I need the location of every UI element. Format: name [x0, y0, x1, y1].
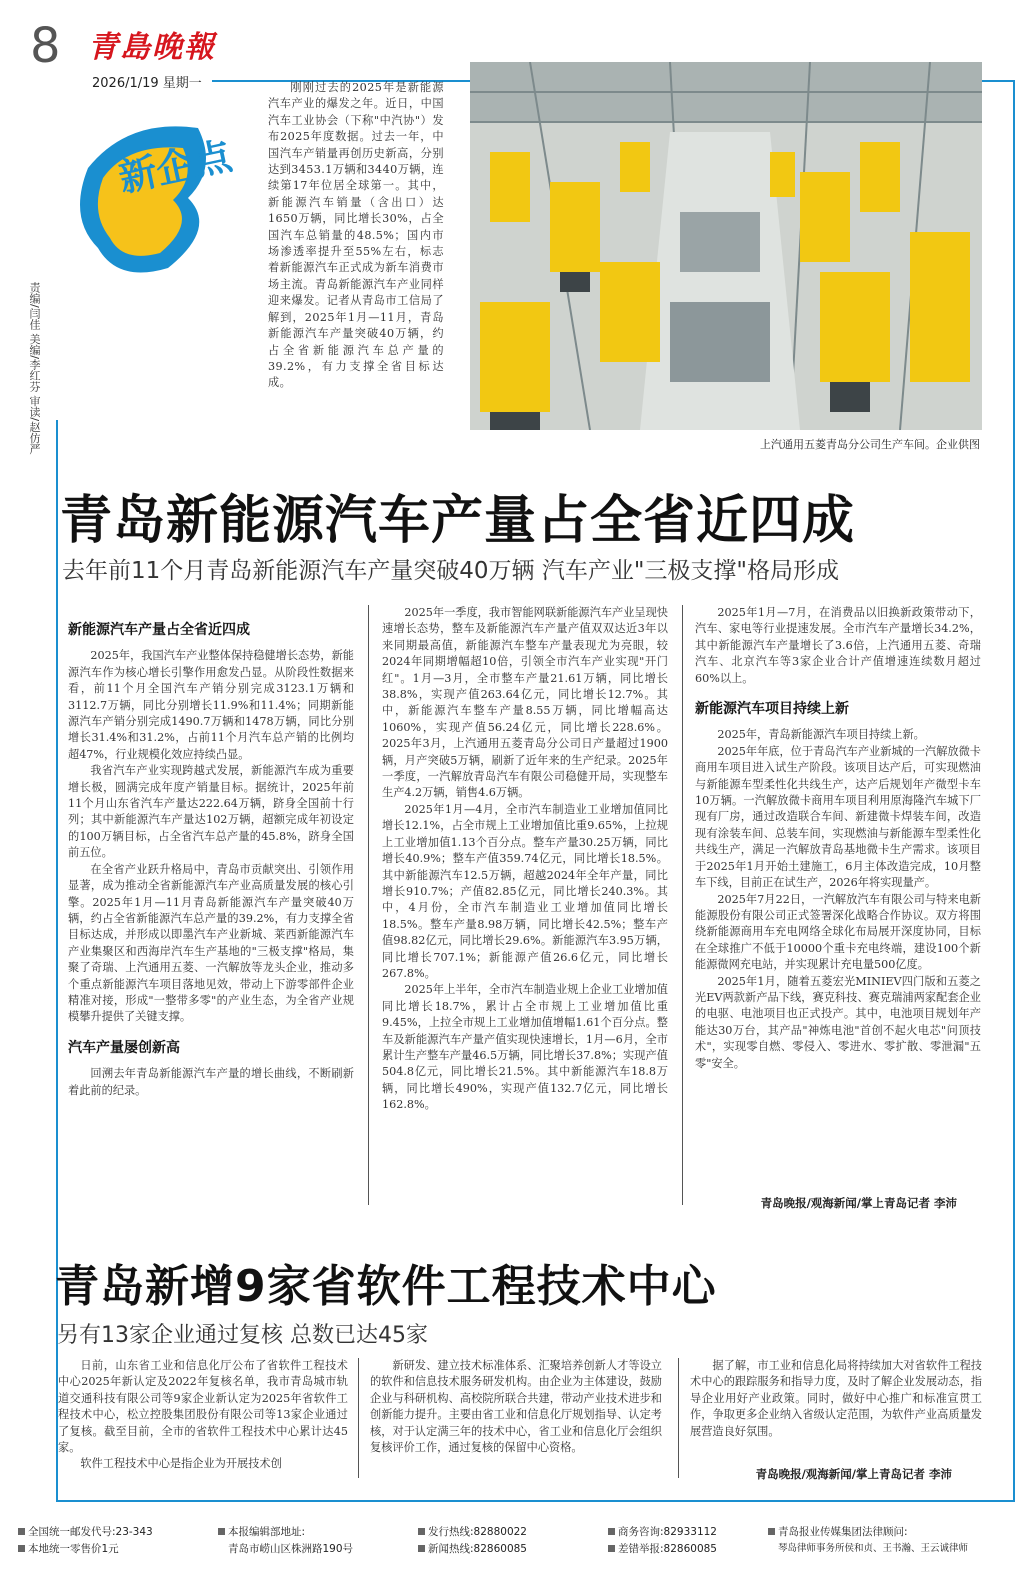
lead-subheadline: 去年前11个月青岛新能源汽车产量突破40万辆 汽车产业"三极支撑"格局形成: [62, 558, 840, 584]
second-column-3: [690, 1358, 982, 1440]
paragraph: 2025年1月，随着五菱宏光MINIEV四门版和五菱之光EV两款新产品下线，赛克科技、赛克瑞浦两家配套企业的电驱、电池项目也正式投产。其中，电池项目规划年产能达30万台，其产品"神炼电池"首创不起火电芯"问顶技术"，实现零自燃、零侵入、零进水、零扩散、零泄漏"五零"安全。: [695, 974, 981, 1070]
column-divider: [368, 605, 369, 1205]
lead-column-3: [695, 605, 981, 1072]
lead-headline: 青岛新能源汽车产量占全省近四成: [60, 491, 856, 551]
footer-legal-label: 青岛报业传媒集团法律顾问:: [768, 1524, 908, 1540]
lead-intro-text: 刚刚过去的2025年是新能源汽车产业的爆发之年。近日，中国汽车工业协会（下称"中汽协"）发布2025年度数据。过去一年，中国汽车产销量再创历史新高，分别达到3453.1万辆和3440万辆，连续第17年位居全球第一。其中，新能源汽车销量（含出口）达1650万辆，同比增长30%，占全国汽车总销量的48.5%；国内市场渗透率提升至55%左右，标志着新能源汽车正式成为新车消费市场主流。青岛新能源汽车产业同样迎来爆发。记者从青岛市工信局了解到，2025年1月—11月，青岛新能源汽车产量突破40万辆，约占全省新能源汽车总产量的39.2%，有力支撑全省目标达成。: [268, 81, 444, 390]
paragraph: 2025年1月—7月，在消费品以旧换新政策带动下，汽车、家电等行业提速发展。全市汽车产量增长34.2%，其中新能源汽车产量增长了3.6倍，上汽通用五菱、奇瑞汽车、北京汽车等3家企业合计产值增速连续数月超过60%以上。: [695, 606, 981, 685]
lead-column-1: [68, 622, 354, 1099]
page-number: 8: [30, 18, 61, 74]
paragraph: 2025年一季度，我市智能网联新能源汽车产业呈现快速增长态势，整车及新能源汽车产量产值双双达近3年以来同期最高值，新能源汽车整车产量表现尤为亮眼，较2024年同期增幅超10倍，引领全市汽车产业实现"开门红"。1月—3月，全市整车产量21.61万辆，同比增长38.8%，实现产值263.64亿元，同比增长12.7%。其中，新能源汽车整车产量8.55万辆，同比增幅高达1060%，实现产值56.24亿元，同比增长228.6%。2025年3月，上汽通用五菱青岛分公司日产量超过1900辆，月产突破5万辆，刷新了近年来的生产纪录。2025年一季度，一汽解放青岛汽车有限公司稳健开局，实现整车生产4.2万辆，销售4.6万辆。: [382, 606, 668, 800]
second-column-1: [58, 1358, 348, 1473]
photo-caption: 上汽通用五菱青岛分公司生产车间。企业供图: [760, 438, 980, 451]
paragraph: 2025年，我国汽车产业整体保持稳健增长态势，新能源汽车作为核心增长引擎作用愈发凸显。从阶段性数据来看，前11个月全国汽车产销分别完成3123.1万辆和3112.7万辆，同比分别增长11.9%和11.4%；同期新能源汽车产销分别完成1490.7万辆和1478万辆，同比分别增长31.4%和31.2%，占前11个月汽车总产销的比例均超47%，行业规模化效应持续凸显。: [68, 649, 354, 761]
second-column-2: [370, 1358, 662, 1456]
footer-news-hotline: 新闻热线:82860085: [418, 1541, 527, 1557]
footer-address: 青岛市崂山区株洲路190号: [228, 1543, 354, 1555]
second-subheadline: 另有13家企业通过复核 总数已达45家: [57, 1323, 428, 1348]
paragraph: 回溯去年青岛新能源汽车产量的增长曲线，不断刷新着此前的纪录。: [68, 1067, 354, 1097]
footer-business-hotline: 商务咨询:82933112: [608, 1524, 717, 1540]
lead-column-2: [382, 605, 668, 1114]
paragraph: 日前，山东省工业和信息化厅公布了省软件工程技术中心2025年新认定及2022年复核名单，我市青岛城市轨道交通科技有限公司等9家企业新认定为2025年省软件工程技术中心，松立控股集团股份有限公司等13家企业通过了复核。截至目前，全市的省软件工程技术中心累计达45家。: [58, 1359, 348, 1455]
frame-right-line: [1013, 80, 1015, 1502]
footer-address-label: 本报编辑部地址:: [218, 1524, 305, 1540]
footer-complaint-hotline: 差错举报:82860085: [608, 1541, 717, 1557]
section-badge: [68, 108, 238, 288]
column-divider: [358, 1358, 359, 1478]
section-heading: 新能源汽车项目持续上新: [695, 701, 849, 718]
paragraph: 我省汽车产业实现跨越式发展，新能源汽车成为重要增长极，圆满完成年度产销量目标。据统计，2025年前11个月山东省汽车产量达222.64万辆，跻身全国前十行列；其中新能源汽车产量达102万辆，超额完成年初设定的100万辆目标，占全省汽车总产量的45.8%，跻身全国前五位。: [68, 764, 354, 860]
section-heading: 新能源汽车产量占全省近四成: [68, 622, 250, 638]
lead-byline: 青岛晚报/观海新闻/掌上青岛记者 李沛: [760, 1196, 957, 1210]
paragraph: 在全省产业跃升格局中，青岛市贡献突出、引领作用显著，成为推动全省新能源汽车产业高质量发展的核心引擎。2025年1月—11月青岛新能源汽车产量突破40万辆，约占全省新能源汽车总产量的39.2%，有力支撑全省目标达成，并形成以即墨汽车产业新城、莱西新能源汽车产业集聚区和西海岸汽车生产基地的"三极支撑"格局，集聚了奇瑞、上汽通用五菱、一汽解放等龙头企业，推动多个重点新能源汽车项目落地见效，带动上下游零部件企业精准对接，形成"一整带多零"的产业生态，为全省产业规模攀升提供了关键支撑。: [68, 862, 354, 1024]
factory-photo: [470, 62, 982, 430]
footer-distribution-hotline: 发行热线:82880022: [418, 1524, 527, 1540]
editor-credits: 责编/闫佳 美编/李红芬 审读/赵仿严: [28, 282, 41, 455]
page-footer: [18, 1524, 1008, 1564]
footer-price: 本地统一零售价1元: [18, 1541, 119, 1557]
paragraph: 新研发、建立技术标准体系、汇聚培养创新人才等设立的软件和信息技术服务研发机构。由企业为主体建设，鼓励企业与科研机构、高校院所联合共建，带动产业技术进步和创新能力提升。主要由省工业和信息化厅规划指导、认定考核，对于认定满三年的技术中心，省工业和信息化厅会组织复核评价工作，通过复核的保留中心资格。: [370, 1359, 662, 1455]
paragraph: 2025年年底，位于青岛汽车产业新城的一汽解放微卡商用车项目进入试生产阶段。该项目达产后，可实现燃油与新能源车型柔性化共线生产，达产后规划年产微型卡车10万辆。一汽解放微卡商用车项目利用原海隆汽车城下厂现有厂房，通过改造联合车间、新建微卡焊装车间，改造现有涂装车间、总装车间，实现燃油与新能源车型柔性化共线生产，满足一汽解放青岛基地微卡生产需求。该项目于2025年1月开始土建施工，6月主体改造完成，10月整车下线，目前正在试生产，2026年将实现量产。: [695, 744, 981, 890]
footer-legal-advisor: 琴岛律师事务所侯和贞、王书瀚、王云诚律师: [778, 1543, 969, 1554]
column-divider: [678, 1358, 679, 1478]
paragraph: 2025年上半年，全市汽车制造业规上企业工业增加值同比增长18.7%，累计占全市规上工业增加值比重9.45%，上拉全市规上工业增加值增幅1.61个百分点。整车及新能源汽车产量产值实现快速增长，1月—6月，全市累计生产整车产量46.5万辆，同比增长37.8%；实现产值504.8亿元，同比增长21.5%。其中新能源汽车18.8万辆，同比增长490%，实现产值132.7亿元，同比增长162.8%。: [382, 983, 668, 1112]
issue-date: 2026/1/19 星期一: [92, 76, 202, 91]
paragraph: 2025年7月22日，一汽解放汽车有限公司与特来电新能源股份有限公司正式签署深化战略合作协议。双方将围绕新能源商用车充电网络全球化布局展开深度协同，目标在全球推广不低于10000个重卡充电终端，建设100个新能源微网充电站，并实现累计充电量500亿度。: [695, 892, 981, 972]
footer-postal-code: 全国统一邮发代号:23-343: [18, 1524, 153, 1540]
second-headline: 青岛新增9家省软件工程技术中心: [55, 1261, 717, 1312]
paragraph: 2025年1月—4月，全市汽车制造业工业增加值同比增长12.1%，占全市规上工业增加值比重9.65%，上拉规上工业增加值1.13个百分点。整车产量30.25万辆，同比增长40.9%；整车产值359.74亿元，同比增长18.5%。其中新能源汽车12.5万辆，超越2024年全年产量，同比增长910.7%；产值82.85亿元，同比增长240.3%。其中，4月份，全市汽车制造业工业增加值同比增长18.5%。整车产量8.98万辆，同比增长42.5%；整车产值98.82亿元，同比增长29.6%。新能源汽车3.95万辆，同比增长707.1%；新能源产值26.6亿元，同比增长267.8%。: [382, 802, 668, 980]
frame-bottom-line: [56, 1500, 1015, 1502]
section-heading: 汽车产量屡创新高: [68, 1039, 180, 1056]
paragraph: 2025年，青岛新能源汽车项目持续上新。: [717, 728, 925, 742]
paragraph: 据了解，市工业和信息化局将持续加大对省软件工程技术中心的跟踪服务和指导力度，及时了解企业发展动态，指导企业用好产业政策。同时，做好中心推广和标准宣贯工作，争取更多企业纳入省级认定范围，为软件产业高质量发展营造良好氛围。: [690, 1359, 982, 1438]
second-byline: 青岛晚报/观海新闻/掌上青岛记者 李沛: [755, 1467, 952, 1481]
masthead-logo: 青島晚報: [88, 30, 216, 65]
column-divider: [682, 605, 683, 1205]
badge-text-1: 新企点: [114, 133, 236, 201]
paragraph: 软件工程技术中心是指企业为开展技术创: [80, 1457, 282, 1471]
